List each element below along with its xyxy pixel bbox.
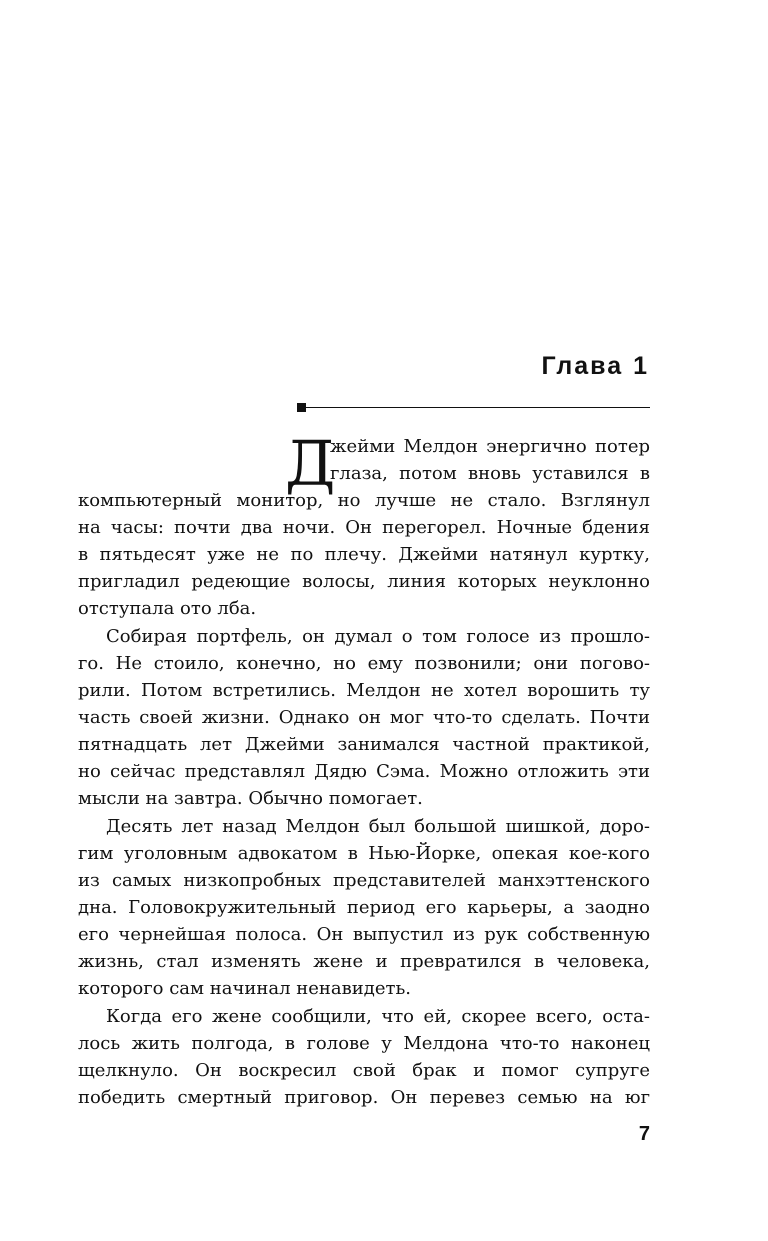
text-line: жейми Мелдон энергично потер (330, 436, 650, 457)
text-line: го. Не стоило, конечно, но ему позвонили; они погово- (78, 653, 650, 674)
paragraph-4 (78, 1003, 650, 1111)
chapter-divider (297, 403, 650, 413)
text-line: мысли на завтра. Обычно помогает. (78, 788, 423, 809)
text-line: дна. Головокружительный период его карьеры, а заодно (78, 897, 650, 918)
chapter-label: Глава (541, 352, 624, 380)
text-line: но сейчас представлял Дядю Сэма. Можно отложить эти (78, 761, 650, 782)
text-line: в пятьдесят уже не по плечу. Джейми натянул куртку, (78, 544, 650, 565)
text-line: из самых низкопробных представителей манхэттенского (78, 870, 650, 891)
text-line: щелкнуло. Он воскресил свой брак и помог супруге (78, 1060, 650, 1081)
text-line: пятнадцать лет Джейми занимался частной практикой, (78, 734, 650, 755)
text-line: пригладил редеющие волосы, линия которых неуклонно (78, 571, 650, 592)
text-line: на часы: почти два ночи. Он перегорел. Ночные бдения (78, 517, 650, 538)
text-line: победить смертный приговор. Он перевез семью на юг (78, 1087, 650, 1108)
paragraph-1-dropcap-lines (330, 433, 650, 487)
page-number: 7 (638, 1123, 650, 1145)
paragraph-3 (78, 813, 650, 1002)
chapter-number: 1 (633, 352, 649, 380)
drop-cap: Д (285, 427, 336, 500)
text-line: часть своей жизни. Однако он мог что-то сделать. Почти (78, 707, 650, 728)
text-line: Когда его жене сообщили, что ей, скорее всего, оста- (106, 1006, 650, 1027)
text-line: гим уголовным адвокатом в Нью-Йорке, опекая кое-кого (78, 843, 650, 864)
text-line: жизнь, стал изменять жене и превратился в человека, (78, 951, 650, 972)
divider-line (306, 407, 650, 408)
text-line: Десять лет назад Мелдон был большой шишкой, доро- (106, 816, 650, 837)
divider-square-ornament (297, 403, 306, 412)
text-line: его чернейшая полоса. Он выпустил из рук собственную (78, 924, 650, 945)
text-line: глаза, потом вновь уставился в (330, 463, 650, 484)
text-line: рили. Потом встретились. Мелдон не хотел ворошить ту (78, 680, 650, 701)
text-line: Собирая портфель, он думал о том голосе из прошло- (106, 626, 650, 647)
chapter-heading (541, 352, 649, 381)
paragraph-2 (78, 623, 650, 812)
text-line: отступала ото лба. (78, 598, 257, 619)
text-line: лось жить полгода, в голове у Мелдона что-то наконец (78, 1033, 650, 1054)
text-line: компьютерный монитор, но лучше не стало. Взглянул (78, 490, 650, 511)
paragraph-1 (78, 487, 650, 622)
text-line: которого сам начинал ненавидеть. (78, 978, 411, 999)
